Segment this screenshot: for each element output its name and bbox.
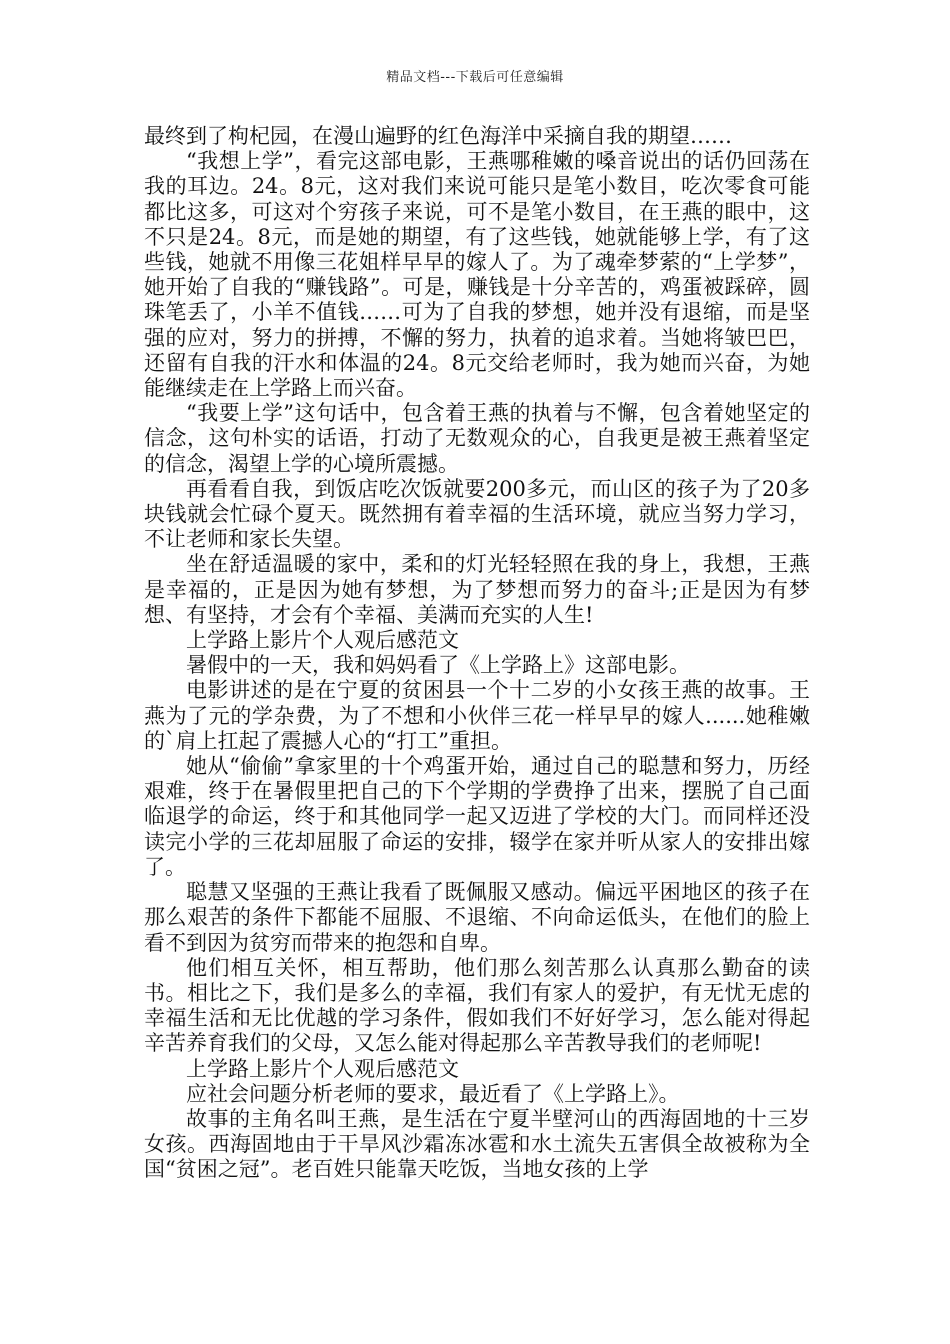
paragraph: 最终到了枸杞园，在漫山遍野的红色海洋中采摘自我的期望…… [144, 124, 732, 148]
paragraph: 她从“偷偷”拿家里的十个鸡蛋开始，通过自己的聪慧和努力，历经艰难，终于在暑假里把自己的下个学期的学费挣了出来，摆脱了自己面临退学的命运，终于和其他同学一起又迈进了学校的大门。而同样还没读完小学的三花却屈服了命运的安排，辍学在家并听从家人的安排出嫁了。 [144, 754, 810, 879]
paragraph: 暑假中的一天，我和妈妈看了《上学路上》这部电影。 [186, 653, 690, 678]
paragraph: 电影讲述的是在宁夏的贫困县一个十二岁的小女孩王燕的故事。王燕为了元的学杂费，为了不想和小伙伴三花一样早早的嫁人......她稚嫩的`肩上扛起了震撼人心的“打工”重担。 [144, 678, 810, 753]
paragraph: 聪慧又坚强的王燕让我看了既佩服又感动。偏远平困地区的孩子在那么艰苦的条件下都能不屈服、不退缩、不向命运低头，在他们的脸上看不到因为贫穷而带来的抱怨和自卑。 [144, 880, 810, 955]
paragraph: 故事的主角名叫王燕，是生活在宁夏半壁河山的西海固地的十三岁女孩。西海固地由于干旱风沙霜冻冰雹和水土流失五害俱全故被称为全国“贫困之冠”。老百姓只能靠天吃饭，当地女孩的上学 [144, 1106, 810, 1182]
paragraph: 他们相互关怀，相互帮助，他们那么刻苦那么认真那么勤奋的读书。相比之下，我们是多么的幸福，我们有家人的爱护，有无忧无虑的幸福生活和无比优越的学习条件，假如我们不好好学习，怎么能对得起辛苦养育我们的父母，又怎么能对得起那么辛苦教导我们的老师呢! [144, 955, 810, 1056]
paragraph: “我想上学”，看完这部电影，王燕哪稚嫩的嗓音说出的话仍回荡在我的耳边。24。8元，这对我们来说可能只是笔小数目，吃次零食可能都比这多，可这对个穷孩子来说，可不是笔小数目，在王燕的眼中，这不只是24。8元，而是她的期望，有了这些钱，她就能够上学，有了这些钱，她就不用像三花姐样早早的嫁人了。为了魂牵梦萦的“上学梦”，她开始了自我的“赚钱路”。可是，赚钱是十分辛苦的，鸡蛋被踩碎，圆珠笔丢了，小羊不值钱……可为了自我的梦想，她并没有退缩，而是坚强的应对，努力的拼搏，不懈的努力，执着的追求着。当她将皱巴巴，还留有自我的汗水和体温的24。8元交给老师时，我为她而兴奋，为她能继续走在上学路上而兴奋。 [144, 149, 810, 401]
page-header: 精品文档---下载后可任意编辑 [386, 70, 564, 85]
paragraph: 再看看自我，到饭店吃次饭就要200多元，而山区的孩子为了20多块钱就会忙碌个夏天。既然拥有着幸福的生活环境，就应当努力学习，不让老师和家长失望。 [144, 476, 810, 552]
paragraph: 应社会问题分析老师的要求，最近看了《上学路上》。 [186, 1081, 680, 1106]
paragraph: “我要上学”这句话中，包含着王燕的执着与不懈，包含着她坚定的信念，这句朴实的话语，打动了无数观众的心，自我更是被王燕着坚定的信念，渴望上学的心境所震撼。 [144, 401, 810, 476]
paragraph: 上学路上影片个人观后感范文 [186, 628, 459, 653]
paragraph: 坐在舒适温暖的家中，柔和的灯光轻轻照在我的身上，我想，王燕是幸福的，正是因为她有梦想，为了梦想而努力的奋斗;正是因为有梦想、有坚持，才会有个幸福、美满而充实的人生! [144, 552, 810, 627]
paragraph: 上学路上影片个人观后感范文 [186, 1056, 459, 1081]
document-body [144, 124, 810, 1183]
